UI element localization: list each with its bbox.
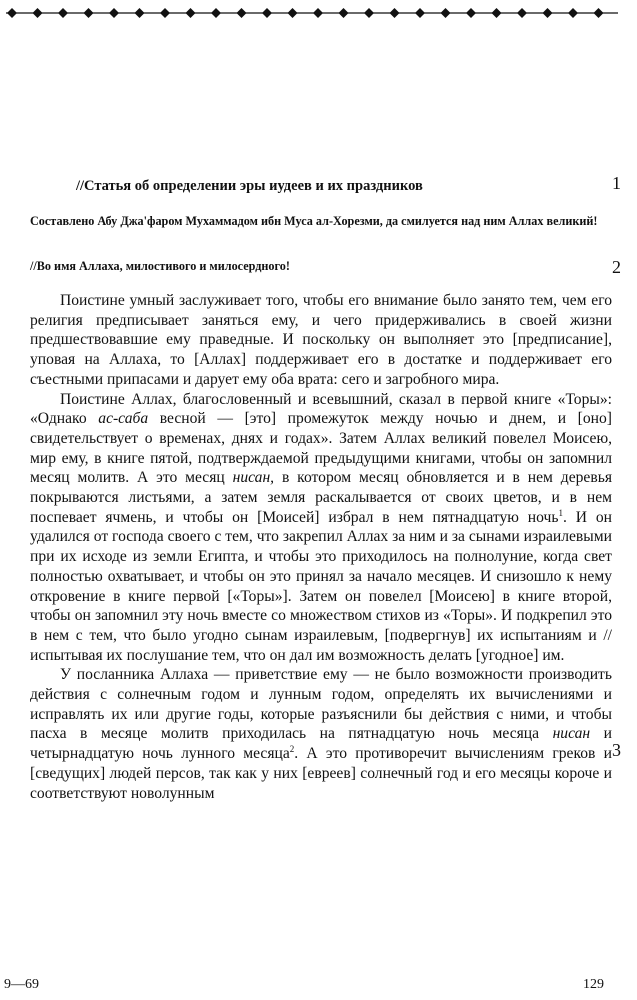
ornament-diamond [390,8,400,18]
ornament-diamond [594,8,604,18]
ornament-diamond [262,8,272,18]
ornament-diamond [58,8,68,18]
term-as-saba: ас-саба [98,410,149,428]
ornament-diamond [109,8,119,18]
footnote-ref-2: 2 [289,743,295,754]
ornament-diamond [466,8,476,18]
ornament-diamond [313,8,323,18]
ornament-diamond [211,8,221,18]
ornament-diamond [364,8,374,18]
subtitle: Составлено Абу Джа'фаром Мухаммадом ибн Муса ал-Хорезми, да смилуется над ним Аллах великий! [30,214,598,228]
main-text [30,291,612,803]
top-ornament-border [6,6,618,20]
term-nisan-2: нисан [552,725,591,743]
ornament-diamond [84,8,94,18]
invocation: //Во имя Аллаха, милостивого и милосердного! [30,259,290,273]
term-nisan: нисан, [232,469,275,487]
ornament-diamond [543,8,553,18]
ornament-diamond [33,8,43,18]
ornament-diamond [492,8,502,18]
page-title [76,177,556,195]
ornament-diamond [135,8,145,18]
paragraph-3: У посланника Аллаха — приветствие ему — не было возможности производить действия с солнечным годом и лунным годом, определять их вычислениями и исправлять их или другие годы, которые разъяснили бы действия с ними, и чтобы пасха в месяце молитв приходилась на пятнадцатую ночь месяца нисан и четырнадцатую ночь лунного месяца$^2$. А это противоречит вычислениям греков и [сведущих] людей персов, так как у них [евреев] солнечный год и его месяцы короче и соответствуют новолунным [30,666,612,802]
footnote-ref-1: 1 [558,507,563,518]
page-number: 129 [583,977,604,992]
paragraph-1: Поистине умный заслуживает того, чтобы его внимание было занято тем, чем его религия предписывает заняться ему, и чего придерживались в своей жизни предшествовавшие ему праведные. И поскольку он выполняет это [предписание], уповая на Аллаха, то [Аллах] поддерживает его в достатке и поддерживает его съестными припасами и дарует ему оба врата: сего и загробного мира. [30,292,612,388]
margin-number-3: 3 [612,740,621,760]
printer-signature: 9—69 [4,977,39,992]
ornament-diamond [7,8,17,18]
margin-number-1: 1 [612,173,621,193]
title-text: //Статья об определении эры иудеев и их праздников [76,178,423,194]
ornament-diamond [568,8,578,18]
ornament-diamond [237,8,247,18]
ornament-diamond [517,8,527,18]
ornament-diamond [288,8,298,18]
paragraph-2: Поистине Аллах, благословенный и всевышний, сказал в первой книге «Торы»: «Однако ас-саба весной — [это] промежуток между ночью и днем, и [оно] свидетельствует о временах, днях и годах». Затем Аллах великий повелел Моисею, мир ему, в книге пятой, подтверждаемой предыдущими книгами, чтобы он запомнил месяц молитв. А это месяц нисан, в котором месяц обновляется и в нем деревья покрываются листьями, а затем земля раскалывается от своих цветов, и в нем поспевает ячмень, и чтобы он [Моисей] избрал в нем пятнадцатую ночь$^1$. И он удалился от господа своего с тем, что закрепил Аллах за ним и за сынами израилевыми при их исходе из земли Египта, и чтобы это приходилось на полнолуние, когда свет полностью охватывает, и чтобы он это принял за начало месяцев. И снизошло к нему откровение в книге первой [«Торы»]. Затем он повелел [Моисею] в книге второй, чтобы он запомнил эту ночь вместе со множеством стихов из «Торы». И подкрепил это в нем с тем, что было угодно сынам израилевым, [подвергнув] их испытаниям и // испытывая их послушание тем, что он дал им возможность делать [угодное] им. [30,390,612,664]
ornament-diamond [339,8,349,18]
ornament-diamond [186,8,196,18]
margin-number-2: 2 [612,257,621,277]
ornament-diamond [441,8,451,18]
ornament-diamond [415,8,425,18]
ornament-diamond [160,8,170,18]
